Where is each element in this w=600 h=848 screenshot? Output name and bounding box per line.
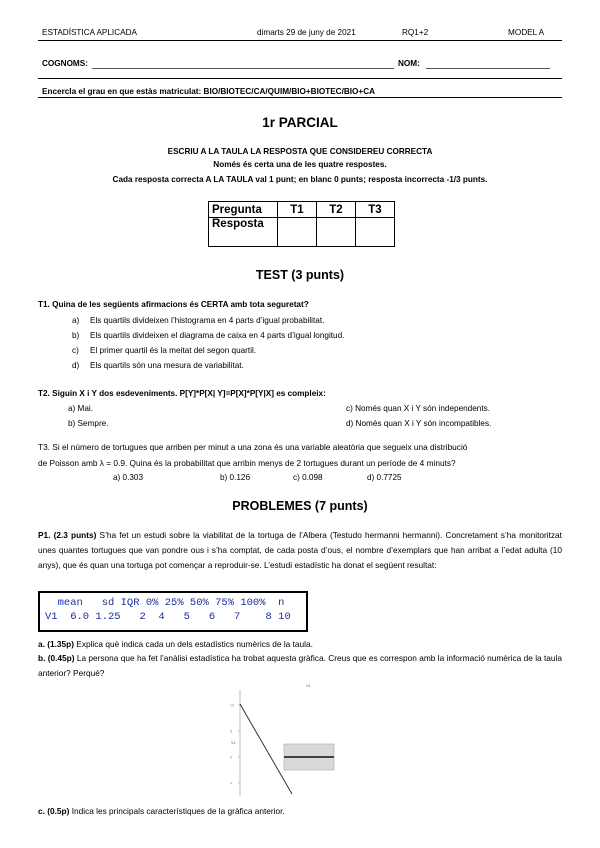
question-c <box>38 804 562 819</box>
qc-points: (0.5p) <box>47 806 70 816</box>
qc-text: Indica les principals característiques de la gràfica anterior. <box>71 806 285 816</box>
t3-option-d: d) 0.7725 <box>367 473 402 482</box>
answer-cell-t3[interactable] <box>356 218 395 247</box>
surname-field[interactable] <box>92 68 394 69</box>
t1-option-a: Els quartils divideixen l’histograma en 4 parts d’igual probabilitat. <box>90 316 325 325</box>
answer-col-t3: T3 <box>356 202 395 218</box>
stats-output-box <box>38 591 308 632</box>
stats-value-row: V1 6.0 1.25 2 4 5 6 7 8 10 <box>45 611 291 623</box>
t3-question-line-1: T3. Si el número de tortugues que arriben per minut a una zona és una variable aleatòria que segueix una distribució <box>38 442 468 452</box>
instruction-line-2: Només és certa una de les quatre respostes. <box>213 160 387 169</box>
header-divider <box>38 40 562 41</box>
qc-label: c. <box>38 806 45 816</box>
y-tick-label: 6 <box>230 755 232 760</box>
name-label: NOM: <box>398 59 420 68</box>
t1-option-letter: d) <box>72 361 80 370</box>
answer-col-t2: T2 <box>317 202 356 218</box>
answer-table-header: Pregunta <box>209 202 278 218</box>
t1-option-letter: b) <box>72 331 80 340</box>
answer-col-t1: T1 <box>278 202 317 218</box>
t2-option-d: d) Només quan X i Y són incompatibles. <box>346 419 492 428</box>
t1-option-c: El primer quartil és la meitat del segon quartil. <box>90 346 257 355</box>
answer-cell-t1[interactable] <box>278 218 317 247</box>
exam-group: RQ1+2 <box>402 28 429 37</box>
t3-option-b: b) 0.126 <box>220 473 251 482</box>
t3-option-a: a) 0.303 <box>113 473 144 482</box>
exam-title: 1r PARCIAL <box>262 115 338 130</box>
name-field[interactable] <box>426 68 550 69</box>
t1-option-b: Els quartils divideixen el diagrama de caixa en 4 parts d’igual longitud. <box>90 331 345 340</box>
answer-cell-t2[interactable] <box>317 218 356 247</box>
exam-model: MODEL A <box>508 28 545 37</box>
answer-row-label: Resposta <box>209 218 278 247</box>
degree-divider <box>38 97 562 98</box>
t2-question: T2. Siguin X i Y dos esdeveniments. P[Y]*P[X| Y]=P[X]*P[Y|X] es compleix: <box>38 389 326 398</box>
t3-question-line-2: de Poisson amb λ = 0.9. Quina és la probabilitat que arribin menys de 2 tortugues durant un període de 4 minuts? <box>38 458 456 468</box>
instruction-line-1: ESCRIU A LA TAULA LA RESPOSTA QUE CONSIDEREU CORRECTA <box>167 147 433 156</box>
answer-table <box>208 201 395 247</box>
exam-date: dimarts 29 de juny de 2021 <box>257 28 356 37</box>
t2-option-b: b) Sempre. <box>68 419 109 428</box>
t1-option-d: Els quartils són una mesura de variabilitat. <box>90 361 244 370</box>
y-axis-label: V1 <box>231 740 236 745</box>
stats-header-row: mean sd IQR 0% 25% 50% 75% 100% n <box>45 597 285 609</box>
p1-points: (2.3 punts) <box>53 530 97 540</box>
p1-statement <box>38 528 562 573</box>
t2-option-c: c) Només quan X i Y són independents. <box>346 404 490 413</box>
degree-instruction: Encercla el grau en que estàs matriculat: BIO/BIOTEC/CA/QUIM/BIO+BIOTEC/BIO+CA <box>42 87 376 96</box>
y-tick-label: 8 <box>230 729 232 734</box>
instruction-line-3: Cada resposta correcta A LA TAULA val 1 punt; en blanc 0 punts; resposta incorrecta -1/3 punts. <box>112 175 488 184</box>
question-b <box>38 651 562 681</box>
surname-label: COGNOMS: <box>42 59 88 68</box>
y-tick-label: 4 <box>230 781 232 786</box>
p1-text: S’ha fet un estudi sobre la viabilitat de la tortuga de l’Albera (Testudo hermanni hermanni). Concretament s’ha monitoritzat unes quantes tortugues que van pondre ous i s’ha comptat, de cada posta d’ous, el nombre d’exemplars que han arribat a l’edat adulta (10 anys), que és quan una tortuga pot començar a reproduir-se. L’estudi estadístic ha donat el següent resultat: <box>38 530 562 570</box>
qa-text: Explica què indica cada un dels estadístics numèrics de la taula. <box>76 639 313 649</box>
question-a <box>38 637 562 652</box>
p1-label: P1. <box>38 530 51 540</box>
t1-option-letter: c) <box>72 346 79 355</box>
subject-title: ESTADÍSTICA APLICADA <box>42 28 137 37</box>
qa-label: a. <box>38 639 45 649</box>
form-divider <box>38 78 562 79</box>
t2-option-a: a) Mai. <box>68 404 94 413</box>
t3-option-c: c) 0.098 <box>293 473 323 482</box>
qb-label: b. <box>38 653 46 663</box>
y-tick-label: 10 <box>230 703 234 708</box>
qa-points: (1.35p) <box>47 639 74 649</box>
boxplot-chart <box>228 678 362 804</box>
t1-question: T1. Quina de les següents afirmacions és CERTA amb tota seguretat? <box>38 300 309 309</box>
qb-text: La persona que ha fet l’anàlisi estadística ha trobat aquesta gràfica. Creus que es correspon amb la informació numèrica de la taula anterior? Perquè? <box>38 653 562 678</box>
test-heading: TEST (3 punts) <box>255 268 345 282</box>
chart-title: V1 <box>306 683 311 688</box>
problems-heading: PROBLEMES (7 punts) <box>232 499 368 513</box>
t1-option-letter: a) <box>72 316 80 325</box>
qb-points: (0.45p) <box>47 653 75 663</box>
